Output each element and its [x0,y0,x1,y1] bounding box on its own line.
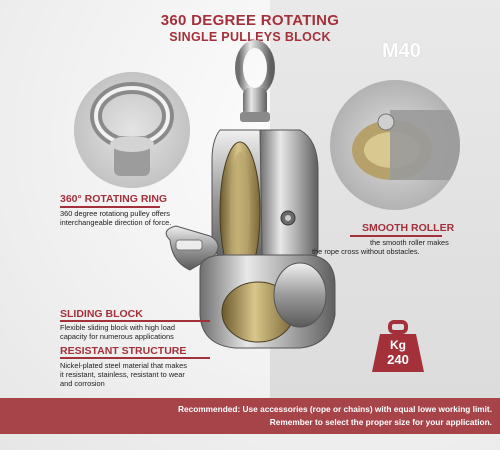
rotating-ring-desc-2: interchangeable direction of force. [60,218,172,227]
page-subtitle: SINGLE PULLEYS BLOCK [169,30,331,44]
rotating-ring-detail [74,72,190,188]
resistant-structure-desc-1: Nickel-plated steel material that makes [60,361,187,370]
sliding-block-slot [176,240,202,250]
rotating-ring-desc-1: 360 degree rotationg pulley offers [60,209,170,218]
resistant-structure-title: RESISTANT STRUCTURE [60,345,187,357]
smooth-roller-desc-2: the rope cross without obstacles. [312,247,420,256]
sliding-block-desc-1: Flexible sliding block with high load [60,323,176,332]
swivel-neck [243,88,267,116]
smooth-roller-desc-1: the smooth roller makes [370,238,449,247]
load-value: 240 [387,352,409,367]
sliding-block-title: SLIDING BLOCK [60,308,143,320]
smooth-roller-detail [330,80,460,210]
resistant-structure-underline [60,357,210,359]
sliding-block-desc-2: capacity for numerous applications [60,332,174,341]
footer-line-1: Recommended: Use accessories (rope or chains) with equal lowe working limit. [178,404,492,414]
swivel-eye [239,44,271,92]
rotating-ring-title: 360° ROTATING RING [60,193,168,205]
load-unit: Kg [390,338,406,352]
rotating-ring-underline [60,206,160,208]
footer-line-2: Remember to select the proper size for your application. [269,417,492,427]
page-title: 360 DEGREE ROTATING [160,12,340,29]
smooth-roller-underline [350,235,442,237]
model-label: M40 [382,40,421,62]
resistant-structure-desc-3: and corrosion [60,379,105,388]
smooth-roller-title: SMOOTH ROLLER [362,222,455,234]
resistant-structure-desc-2: it resistant, stainless, resistant to wear [60,370,185,379]
sliding-block-underline [60,320,210,322]
